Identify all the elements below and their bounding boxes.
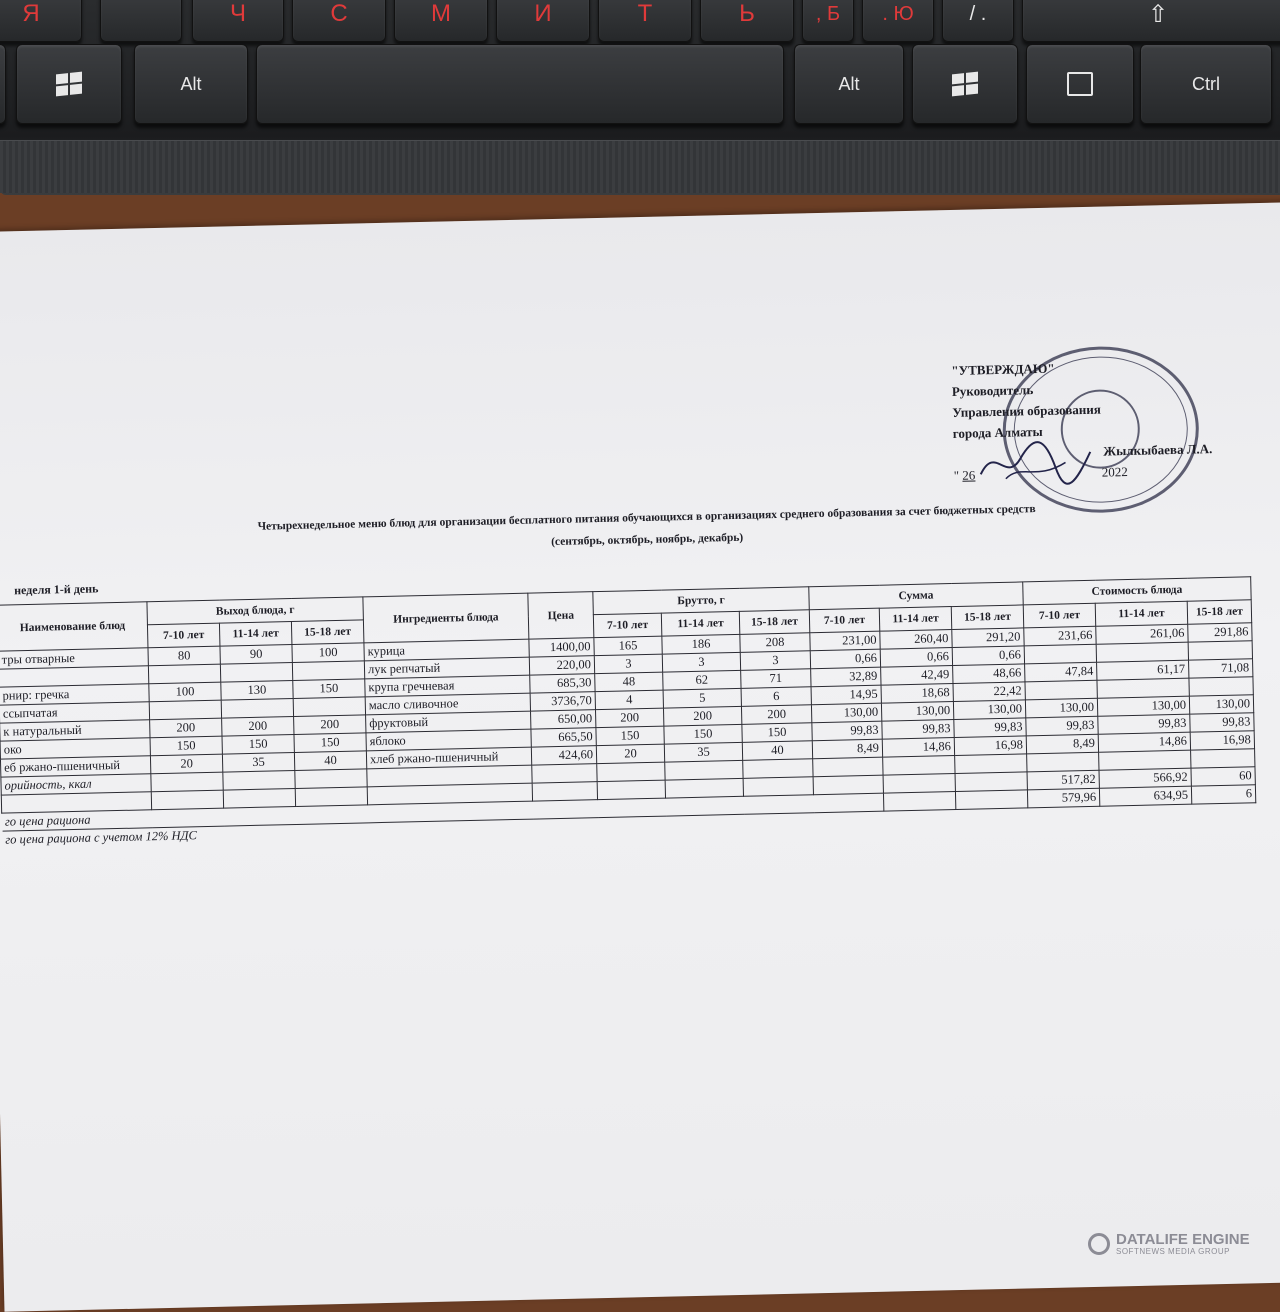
menu-table — [0, 576, 1257, 848]
key-alt-left[interactable] — [134, 44, 248, 124]
header-gross: Брутто, г — [593, 587, 809, 615]
ingredient-cell: масло сливочное — [365, 693, 530, 715]
key-alt-right[interactable] — [794, 44, 904, 124]
price-cell: 3736,70 — [530, 692, 595, 711]
key-te[interactable] — [598, 0, 692, 42]
gross-11-14-cell: 150 — [664, 724, 742, 744]
gross-15-18-cell: 71 — [741, 669, 811, 689]
ingredient-cell: фруктовый — [366, 711, 531, 733]
gross-11-14-cell: 186 — [662, 634, 740, 654]
ingredient-cell: хлеб ржано-пшеничный — [366, 747, 531, 769]
cost-15-18-cell: 291,86 — [1188, 623, 1252, 642]
yield-7-10-cell: 20 — [150, 754, 222, 774]
gross-11-14-cell: 62 — [663, 670, 741, 690]
header-age: 15-18 лет — [951, 605, 1024, 630]
header-age: 15-18 лет — [739, 610, 810, 635]
sum-7-10-cell: 231,00 — [810, 631, 880, 651]
sum-11-14-cell: 130,00 — [881, 702, 953, 722]
cost-7-10-cell — [1024, 644, 1096, 664]
cost-7-10-cell: 47,84 — [1025, 662, 1097, 682]
ingredient-cell: лук репчатый — [364, 657, 529, 679]
header-age: 11-14 лет — [219, 622, 292, 647]
ingredient-cell: крупа гречневая — [365, 675, 530, 697]
header-age: 11-14 лет — [1095, 601, 1187, 626]
sum-cost: 517,82 — [1027, 770, 1099, 790]
key-i[interactable] — [496, 0, 590, 42]
sum-cost: 566,92 — [1099, 768, 1191, 788]
dish-name-cell: рнир: гречка — [0, 684, 149, 705]
header-dish: Наименование блюд — [0, 602, 148, 651]
sum-11-14-cell: 260,40 — [880, 630, 952, 650]
sum-11-14-cell: 14,86 — [882, 738, 954, 758]
yield-7-10-cell: 100 — [149, 682, 221, 702]
gross-11-14-cell: 3 — [662, 652, 740, 672]
gross-11-14-cell: 5 — [663, 688, 741, 708]
cost-15-18-cell: 99,83 — [1190, 713, 1254, 732]
yield-15-18-cell: 150 — [293, 679, 365, 699]
cost-15-18-cell — [1188, 641, 1252, 660]
sum-15-18-cell: 48,66 — [953, 664, 1025, 684]
yield-7-10-cell — [148, 664, 220, 684]
menu-icon — [1067, 72, 1093, 96]
approval-line: Управления образования — [952, 401, 1101, 420]
price-cell: 685,30 — [530, 674, 595, 693]
menu-document — [0, 202, 1280, 1312]
sum-15-18-cell: 130,00 — [953, 700, 1025, 720]
sum-11-14-cell: 42,49 — [881, 666, 953, 686]
gross-7-10-cell: 48 — [595, 672, 663, 692]
sum-15-18-cell: 99,83 — [954, 718, 1026, 738]
sum-11-14-cell: 0,66 — [880, 648, 952, 668]
yield-15-18-cell — [292, 661, 364, 681]
shift-icon: ⇧ — [1147, 0, 1169, 28]
key-win-left[interactable] — [16, 44, 122, 124]
keyboard — [0, 0, 1280, 195]
key-space[interactable] — [256, 44, 784, 124]
dish-name-cell: тры отварные — [0, 648, 148, 669]
date-day: 26 — [962, 467, 976, 483]
key-label: Alt — [180, 73, 202, 94]
vat-label: го цена рациона с учетом 12% НДС — [2, 823, 368, 849]
keyboard-edge — [0, 140, 1280, 193]
sum-7-10-cell: 99,83 — [812, 721, 882, 741]
dish-name-cell: еб ржано-пшеничный — [0, 756, 150, 777]
week-day-label: неделя 1-й день — [13, 581, 99, 598]
gross-15-18-cell: 208 — [740, 633, 810, 653]
cost-11-14-cell: 261,06 — [1096, 624, 1188, 644]
header-age: 15-18 лет — [291, 620, 364, 645]
total-label: го цена рациона — [2, 793, 884, 831]
approval-block — [951, 354, 1213, 486]
header-age: 7-10 лет — [1023, 603, 1096, 628]
cost-11-14-cell: 14,86 — [1098, 732, 1190, 752]
header-age: 7-10 лет — [147, 623, 220, 648]
key-label: Я — [22, 0, 40, 27]
sum-15-18-cell: 291,20 — [952, 628, 1024, 648]
document-subtitle: (сентябрь, октябрь, ноябрь, декабрь) — [550, 531, 744, 549]
gross-7-10-cell: 150 — [596, 726, 664, 746]
cost-15-18-cell — [1189, 677, 1253, 696]
sum-11-14-cell: 18,68 — [881, 684, 953, 704]
key-label: / . — [969, 2, 987, 25]
approval-line: "УТВЕРЖДАЮ" — [951, 360, 1055, 378]
yield-11-14-cell: 200 — [222, 717, 294, 737]
key-ctrl-right[interactable] — [1140, 44, 1272, 124]
price-cell: 220,00 — [529, 656, 594, 675]
total-cost: 579,96 — [1027, 788, 1099, 808]
total-cost: 634,95 — [1099, 786, 1191, 806]
key-em[interactable] — [394, 0, 488, 42]
calorie-label: орийность, ккал — [1, 774, 151, 795]
key-ctrl-left[interactable] — [0, 44, 6, 124]
yield-7-10-cell: 150 — [150, 736, 222, 756]
approver-name: Жылкыбаева Л.А. — [1103, 441, 1213, 459]
watermark-sub: SOFTNEWS MEDIA GROUP — [1116, 1247, 1231, 1256]
header-ingredients: Ингредиенты блюда — [363, 593, 529, 643]
yield-7-10-cell: 200 — [150, 718, 222, 738]
key-label: М — [431, 0, 451, 27]
document-title: Четырехнедельное меню блюд для организации бесплатного питания обучающихся в организациях среднего образования за счет бюджетных средств — [257, 503, 1036, 533]
sum-15-18-cell: 16,98 — [954, 736, 1026, 756]
key-menu[interactable] — [1026, 44, 1134, 124]
key-label: , Б — [815, 2, 841, 25]
ingredient-cell: яблоко — [366, 729, 531, 751]
gross-7-10-cell: 4 — [595, 690, 663, 710]
cost-15-18-cell: 71,08 — [1189, 659, 1253, 678]
header-age: 11-14 лет — [879, 607, 952, 632]
sum-15-18-cell: 0,66 — [952, 646, 1024, 666]
yield-11-14-cell: 150 — [222, 735, 294, 755]
dish-name-cell: к натуральный — [0, 720, 150, 741]
key-period-yu[interactable] — [862, 0, 934, 42]
sum-7-10-cell: 14,95 — [811, 685, 881, 705]
gross-15-18-cell: 6 — [741, 687, 811, 707]
yield-15-18-cell — [293, 697, 365, 717]
header-age: 7-10 лет — [593, 613, 662, 638]
key-shift[interactable] — [1022, 0, 1280, 42]
sum-15-18-cell: 22,42 — [953, 682, 1025, 702]
dish-name-cell: око — [0, 738, 150, 759]
date-quote: " — [953, 467, 960, 483]
header-age: 15-18 лет — [1187, 600, 1252, 624]
header-yield: Выход блюда, г — [147, 597, 363, 625]
cost-7-10-cell: 130,00 — [1025, 698, 1097, 718]
watermark-logo-icon — [1088, 1233, 1110, 1255]
price-cell: 1400,00 — [529, 638, 594, 657]
header-price: Цена — [528, 592, 594, 639]
sum-7-10-cell: 0,66 — [810, 649, 880, 669]
key-che[interactable] — [192, 0, 284, 42]
sum-cost: 60 — [1191, 767, 1255, 786]
gross-11-14-cell: 200 — [663, 706, 741, 726]
cost-11-14-cell: 61,17 — [1097, 660, 1189, 680]
cost-11-14-cell — [1096, 642, 1188, 662]
yield-11-14-cell — [220, 663, 292, 683]
yield-11-14-cell: 90 — [220, 645, 292, 665]
cost-7-10-cell: 231,66 — [1024, 626, 1096, 646]
windows-icon — [952, 72, 978, 97]
watermark — [1088, 1232, 1250, 1256]
cost-11-14-cell: 130,00 — [1097, 696, 1189, 716]
gross-7-10-cell: 20 — [596, 744, 664, 764]
cost-15-18-cell: 16,98 — [1190, 731, 1254, 750]
key-label: И — [534, 0, 552, 27]
gross-7-10-cell: 200 — [595, 708, 663, 728]
yield-15-18-cell: 40 — [294, 751, 366, 771]
yield-15-18-cell: 100 — [292, 643, 364, 663]
key-label: Ctrl — [1192, 73, 1220, 94]
sum-7-10-cell: 8,49 — [812, 739, 882, 759]
yield-15-18-cell: 150 — [294, 733, 366, 753]
key-label: Т — [637, 0, 653, 27]
yield-11-14-cell: 35 — [222, 753, 294, 773]
watermark-brand: DATALIFE ENGINE — [1116, 1231, 1250, 1248]
total-cost: 6 — [1191, 785, 1255, 804]
price-cell: 424,60 — [531, 746, 596, 765]
approval-line: города Алматы — [952, 423, 1043, 441]
gross-11-14-cell: 35 — [664, 742, 742, 762]
key-soft-sign[interactable] — [700, 0, 794, 42]
ingredient-cell: курица — [364, 639, 529, 661]
header-age: 7-10 лет — [809, 608, 880, 633]
date-year: 2022 — [1101, 464, 1128, 480]
key-slash[interactable] — [942, 0, 1014, 42]
gross-15-18-cell: 200 — [741, 705, 811, 725]
gross-15-18-cell: 40 — [742, 741, 812, 761]
key-comma-be[interactable] — [802, 0, 854, 42]
key-label: Alt — [838, 73, 860, 94]
yield-15-18-cell: 200 — [294, 715, 366, 735]
approval-line: Руководитель — [951, 382, 1034, 399]
yield-7-10-cell: 80 — [148, 646, 220, 666]
cost-11-14-cell — [1097, 678, 1189, 698]
price-cell: 650,00 — [531, 710, 596, 729]
yield-11-14-cell: 130 — [221, 681, 293, 701]
key-es[interactable] — [292, 0, 386, 42]
key-label: Ч — [230, 0, 246, 27]
header-age: 11-14 лет — [661, 611, 740, 636]
cost-11-14-cell: 99,83 — [1098, 714, 1190, 734]
header-sum: Сумма — [809, 582, 1023, 610]
gross-15-18-cell: 3 — [740, 651, 810, 671]
gross-7-10-cell: 165 — [594, 636, 662, 656]
cost-15-18-cell: 130,00 — [1189, 695, 1253, 714]
key-win-right[interactable] — [912, 44, 1018, 124]
dish-name-cell: ссыпчатая — [0, 702, 150, 723]
yield-7-10-cell — [149, 700, 221, 720]
key-ya-2[interactable] — [100, 0, 182, 42]
key-label: С — [330, 0, 348, 27]
cost-7-10-cell: 99,83 — [1026, 716, 1098, 736]
key-label: . Ю — [882, 2, 914, 25]
windows-icon — [56, 72, 82, 97]
sum-7-10-cell: 130,00 — [811, 703, 881, 723]
gross-7-10-cell: 3 — [594, 654, 662, 674]
cost-7-10-cell — [1025, 680, 1097, 700]
yield-11-14-cell — [221, 699, 293, 719]
header-cost: Стоимость блюда — [1023, 577, 1251, 605]
cost-7-10-cell: 8,49 — [1026, 734, 1098, 754]
key-ya[interactable] — [0, 0, 82, 42]
gross-15-18-cell: 150 — [742, 723, 812, 743]
price-cell: 665,50 — [531, 728, 596, 747]
document-title-block — [167, 496, 1128, 562]
key-label: Ь — [739, 0, 755, 27]
sum-11-14-cell: 99,83 — [882, 720, 954, 740]
sum-7-10-cell: 32,89 — [811, 667, 881, 687]
